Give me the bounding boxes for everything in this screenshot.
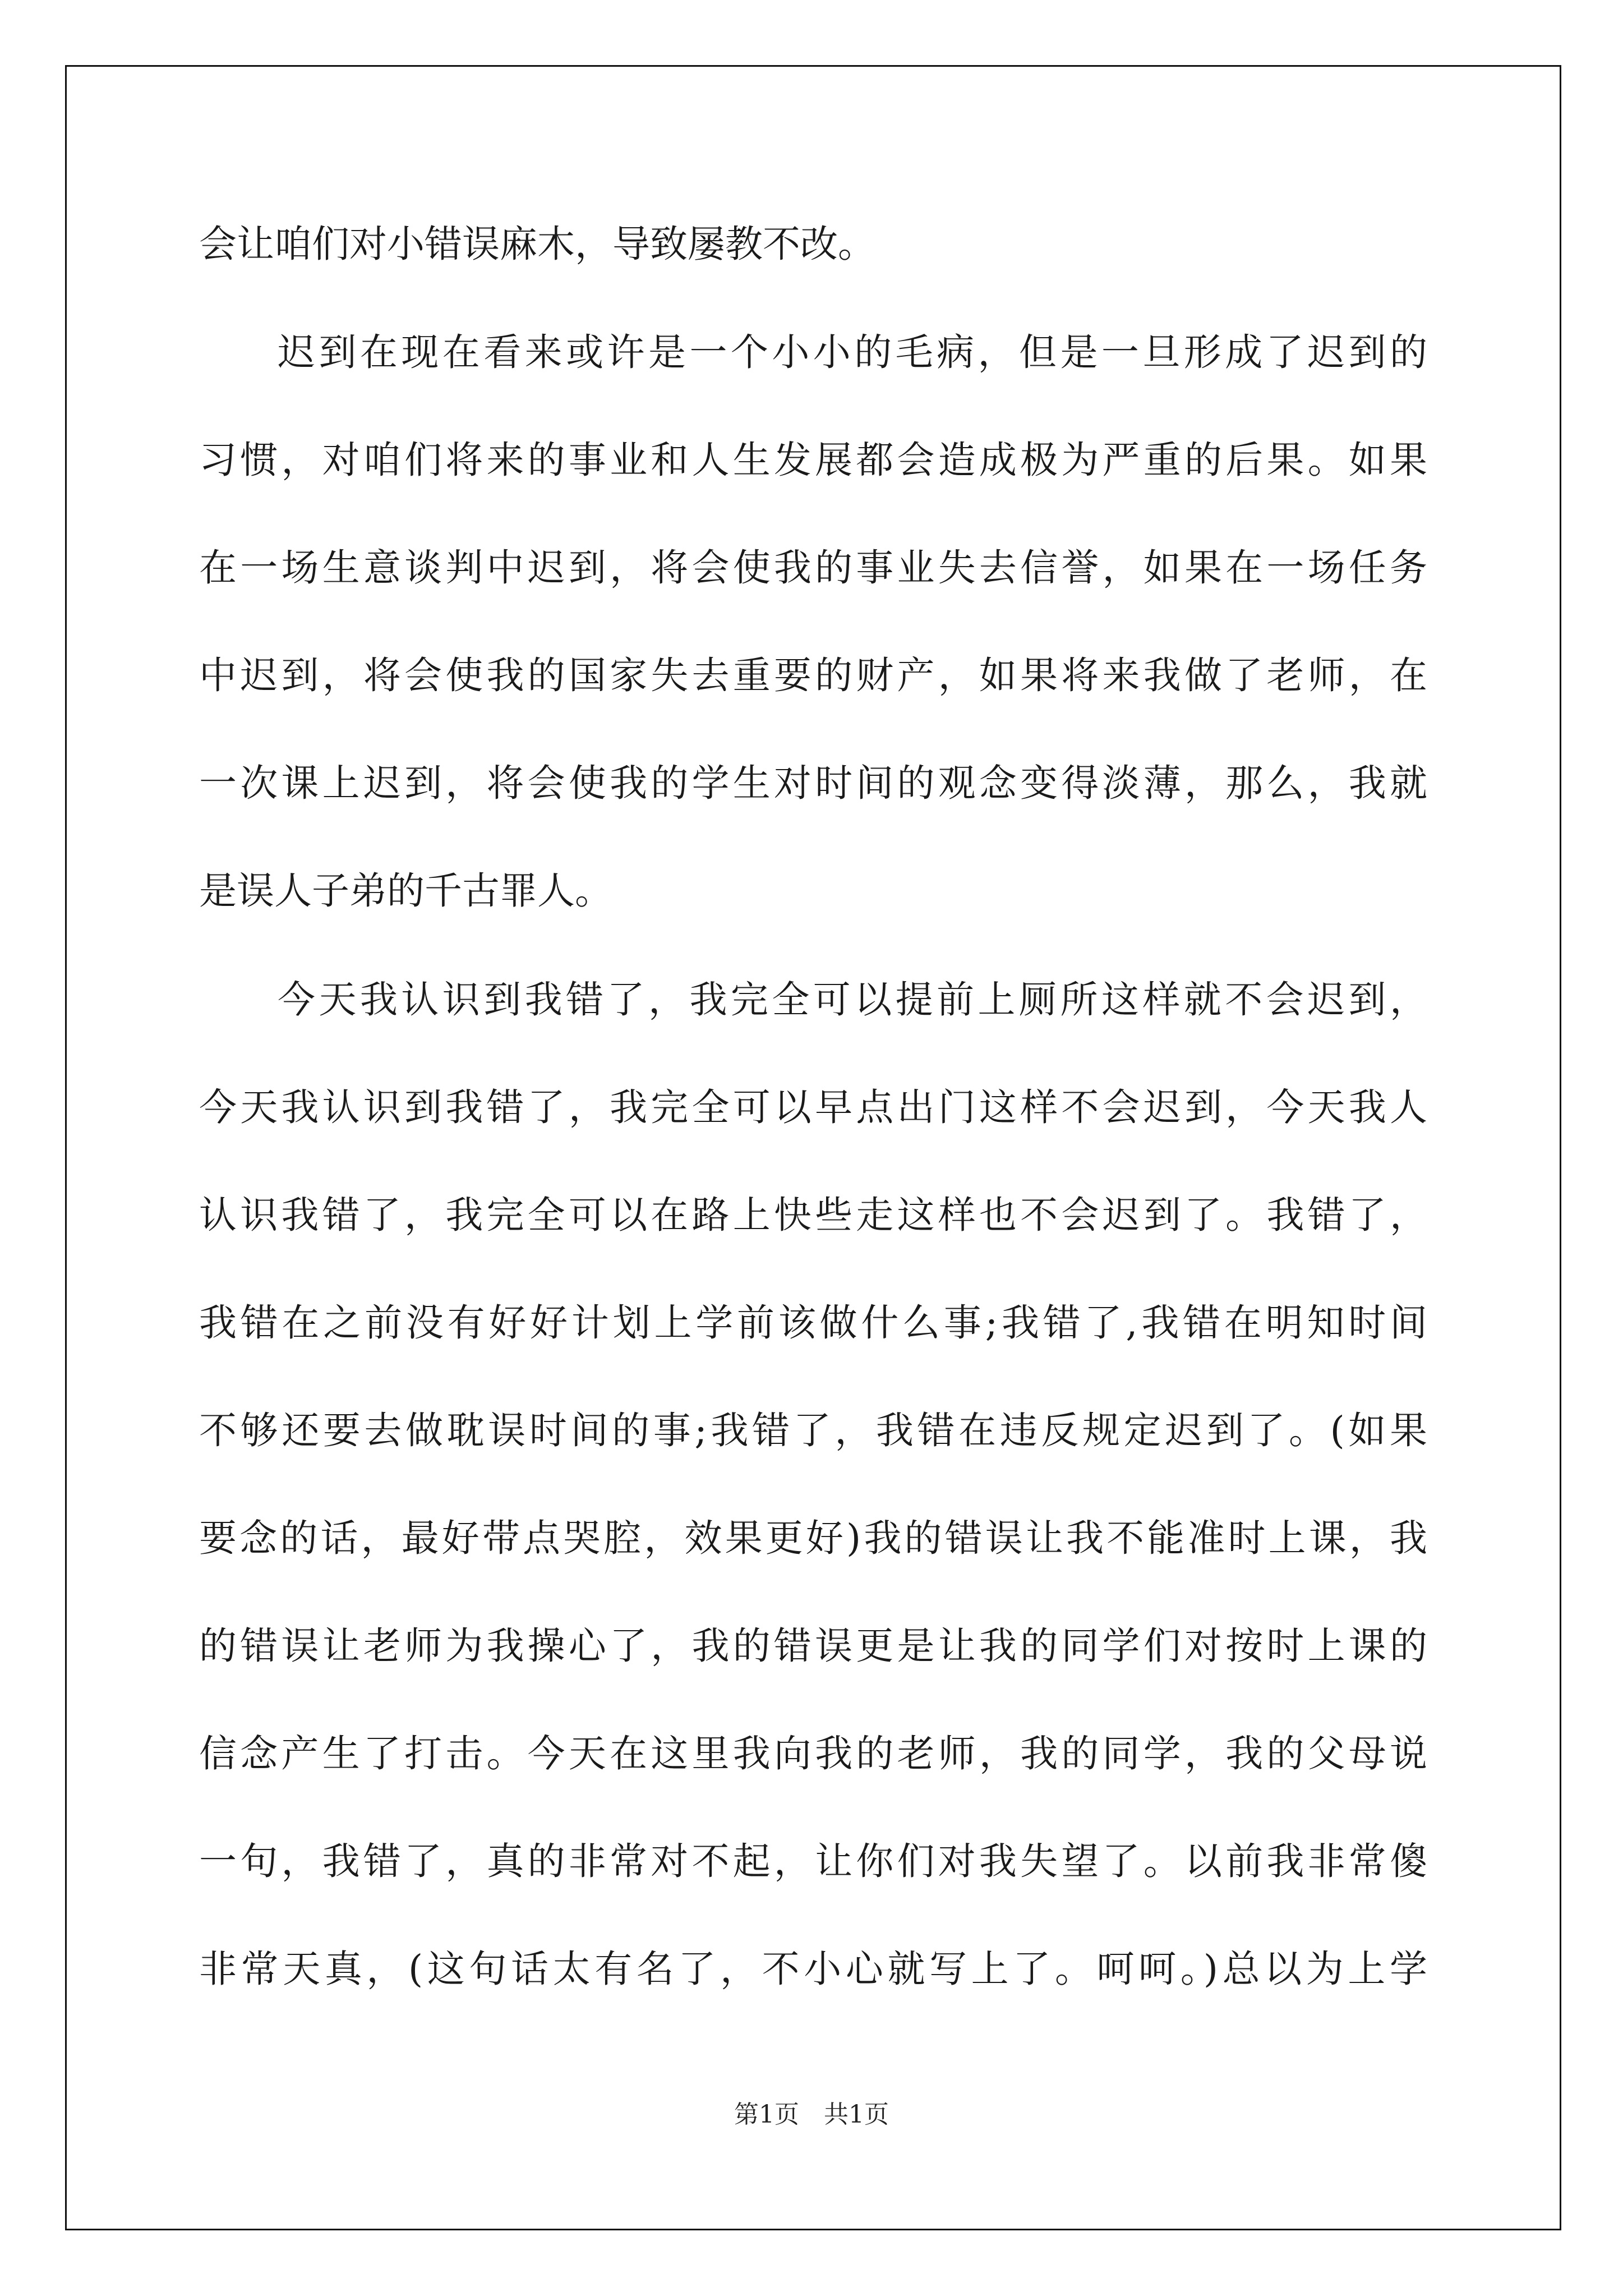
- text-line-13: 要念的话，最好带点哭腔，效果更好)我的错误让我不能准时上课，我: [199, 1516, 1427, 1560]
- page-frame: [65, 65, 1561, 2230]
- text-line-3: 习惯，对咱们将来的事业和人生发展都会造成极为严重的后果。如果: [199, 438, 1427, 482]
- text-line-8: 今天我认识到我错了，我完全可以提前上厕所这样就不会迟到，: [278, 978, 1427, 1022]
- text-line-17: 非常天真，(这句话太有名了，不小心就写上了。呵呵。)总以为上学: [199, 1947, 1427, 1991]
- text-line-14: 的错误让老师为我操心了，我的错误更是让我的同学们对按时上课的: [199, 1624, 1427, 1668]
- text-line-1: 会让咱们对小错误麻木，导致屡教不改。: [199, 222, 875, 266]
- page-footer: 第1页 共1页: [734, 2100, 889, 2129]
- text-line-9: 今天我认识到我错了，我完全可以早点出门这样不会迟到，今天我人: [199, 1085, 1427, 1129]
- text-line-7: 是误人子弟的千古罪人。: [199, 869, 612, 913]
- text-line-6: 一次课上迟到，将会使我的学生对时间的观念变得淡薄，那么，我就: [199, 761, 1427, 805]
- text-line-16: 一句，我错了，真的非常对不起，让你们对我失望了。以前我非常傻: [199, 1839, 1427, 1883]
- text-line-11: 我错在之前没有好好计划上学前该做什么事;我错了,我错在明知时间: [199, 1301, 1427, 1345]
- text-line-10: 认识我错了，我完全可以在路上快些走这样也不会迟到了。我错了，: [199, 1193, 1427, 1237]
- text-line-12: 不够还要去做耽误时间的事;我错了，我错在违反规定迟到了。(如果: [199, 1409, 1427, 1452]
- text-line-4: 在一场生意谈判中迟到，将会使我的事业失去信誉，如果在一场任务: [199, 546, 1427, 590]
- text-line-2: 迟到在现在看来或许是一个小小的毛病，但是一旦形成了迟到的: [278, 330, 1427, 374]
- text-line-15: 信念产生了打击。今天在这里我向我的老师，我的同学，我的父母说: [199, 1732, 1427, 1775]
- text-line-5: 中迟到，将会使我的国家失去重要的财产，如果将来我做了老师，在: [199, 654, 1427, 697]
